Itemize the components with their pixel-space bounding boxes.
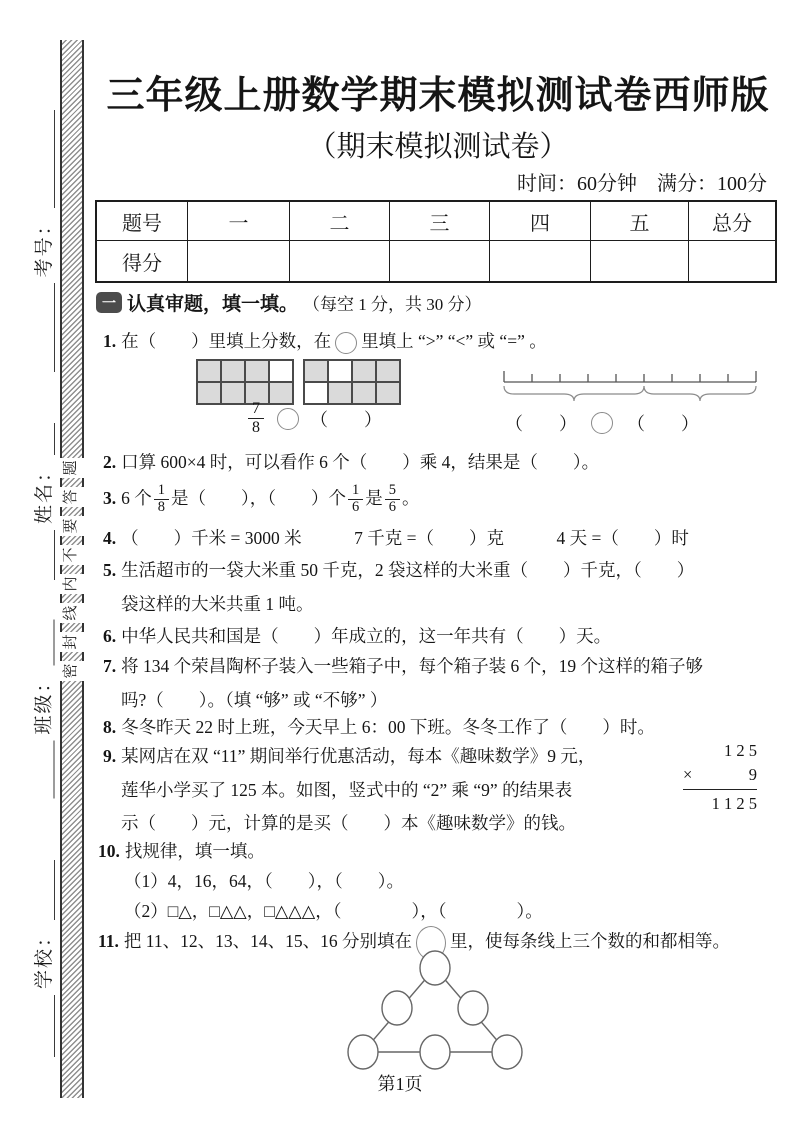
question-number: 6. [103,626,117,646]
question-10-sub-1 [124,871,404,893]
field-label: 班级： [33,671,54,735]
multiplication-rule-line [683,789,757,790]
question-5-line-2 [121,594,314,616]
fraction-grid-1 [196,359,294,405]
col-header: 二 [290,201,390,241]
question-7-line-2 [121,690,387,712]
fraction: $\frac{7}{8}$ [248,400,264,436]
score-cell [188,241,290,283]
col-header: 五 [591,201,689,241]
write-line [29,530,55,580]
question-number: 8. [103,717,117,737]
seal-char: 不 [58,545,84,565]
shaded-cell [304,360,328,382]
section-title: 认真审题，填一填。 [127,294,299,315]
empty-cell [269,360,293,382]
vertical-multiplication-figure [683,741,757,814]
question-text: 生活超市的一袋大米重 50 千克，2 袋这样的大米重（ ）千克，（ ） [121,560,695,580]
seal-char: 密 [58,661,84,681]
empty-cell [328,360,352,382]
question-text: 6 个 $\frac{1}{8}$ 是（ ），（ ）个 $\frac{1}{6}$ 是 $\frac{5}{6}$ 。 [121,482,420,515]
question-text: 口算 600×4 时，可以看作 6 个（ ）乘 4，结果是（ ）。 [121,452,600,472]
question-4 [103,528,689,550]
seal-char: 线 [58,603,84,623]
col-header: 一 [188,201,290,241]
question-5-line-1 [103,560,694,582]
seal-char: 内 [58,574,84,594]
answer-circle [591,412,613,434]
col-header: 总分 [689,201,777,241]
shaded-cell [376,360,400,382]
page-title: 三年级上册数学期末模拟测试卷西师版 [106,75,770,117]
question-7-line-1 [103,656,703,678]
question-3 [103,484,420,517]
question-number: 2. [103,452,117,472]
page-number: 第1页 [377,1074,423,1094]
multiply-sign: × [683,765,693,784]
question-number: 10. [98,841,120,861]
fraction-compare-row: $\frac{7}{8}$ （ ） [246,401,382,437]
product: 1 1 2 5 [711,794,757,813]
page-subtitle: （期末模拟测试卷） [307,131,569,163]
field-school [29,847,55,1057]
question-text: 将 134 个荣昌陶杯子装入一些箱子中，每个箱子装 6 个，19 个这样的箱子够 [121,656,703,676]
question-text: （ ）千米 = 3000 米 7 千克 =（ ）克 4 天 =（ ）时 [121,528,689,548]
seal-line-strip [60,40,84,1098]
fraction: $\frac{5}{6}$ [385,483,400,516]
question-text: 在（ ）里填上分数，在 里填上 “>” “<” 或 “=” 。 [121,331,547,351]
time-score-info: 时间：60分钟 满分：100分 [517,173,767,195]
question-text: 冬冬昨天 22 时上班，今天早上 6：00 下班。冬冬工作了（ ）时。 [121,717,655,737]
shaded-cell [221,382,245,404]
col-header: 四 [490,201,591,241]
score-table-header-row [96,201,776,241]
question-6 [103,626,611,648]
question-10-sub-2 [124,901,543,923]
field-class [29,614,55,799]
write-line [29,995,55,1057]
question-number: 3. [103,488,117,509]
question-text: （1）4，16，64，（ ），（ ）。 [124,871,404,891]
score-table-score-row [96,241,776,283]
question-text: 莲华小学买了 125 本。如图，竖式中的 “2” 乘 “9” 的结果表 [121,780,573,800]
score-cell [689,241,777,283]
seal-char: 封 [58,632,84,652]
col-header: 三 [390,201,490,241]
score-cell [290,241,390,283]
question-9-line-3 [121,813,576,835]
question-9-line-2 [121,780,572,802]
question-text: 袋这样的大米共重 1 吨。 [121,594,314,614]
triangle-circles-figure [345,950,525,1072]
seal-char: 答 [58,487,84,507]
shaded-cell [197,382,221,404]
write-line [29,741,55,799]
question-number: 11. [98,931,119,952]
write-line [29,110,55,208]
shaded-cell [197,360,221,382]
number-line-figure [498,368,763,408]
question-9-line-1 [103,746,595,768]
write-line [29,860,55,920]
question-text: 吗?（ ）。（填 “够” 或 “不够” ） [121,690,388,710]
write-line [29,283,55,372]
field-label: 姓名： [33,460,55,524]
section-1-header [96,289,482,316]
field-student-name [29,420,55,580]
fraction: $\frac{1}{6}$ [348,483,363,516]
fraction-grid-2 [303,359,401,405]
score-cell [490,241,591,283]
question-number: 7. [103,656,117,676]
answer-circle [335,332,357,354]
answer-circle [277,408,299,430]
multiplicand: 1 2 5 [724,741,757,760]
fraction: $\frac{1}{8}$ [154,483,169,516]
write-line [29,423,55,455]
multiplier: 9 [748,765,757,784]
question-number: 5. [103,560,117,580]
score-cell [390,241,490,283]
shaded-cell [352,360,376,382]
segment-compare-row: （ ） （ ） [505,414,699,434]
question-number: 4. [103,528,117,548]
question-text: 找规律，填一填。 [124,841,265,861]
question-2 [103,452,599,474]
seal-char: 题 [58,458,84,478]
shaded-cell [221,360,245,382]
field-label: 学校： [33,925,55,989]
question-number: 9. [103,746,117,766]
question-text: 某网店在双 “11” 期间举行优惠活动，每本《趣味数学》9 元， [121,746,596,766]
question-10 [98,841,265,863]
section-number-badge-icon: 一 [96,292,122,313]
section-note: （每空 1 分，共 30 分） [303,295,482,314]
score-cell [591,241,689,283]
field-label: 考号： [33,214,55,278]
score-table [95,200,777,283]
question-8 [103,717,655,739]
seal-char: 要 [58,516,84,536]
question-text: 把 11、12、13、14、15、16 分别填在 里，使每条线上三个数的和都相等。 [124,931,730,951]
field-exam-number [29,110,55,372]
question-text: 示（ ）元，计算的是买（ ）本《趣味数学》的钱。 [121,813,576,833]
question-number: 1. [103,331,117,351]
shaded-cell [245,360,269,382]
question-1 [103,331,547,354]
question-text: （2）□△，□△△，□△△△，（ ），（ ）。 [124,901,543,921]
write-line [29,619,55,665]
col-header: 题号 [96,201,188,241]
row-label: 得分 [96,241,188,283]
question-text: 中华人民共和国是（ ）年成立的，这一年共有（ ）天。 [121,626,612,646]
